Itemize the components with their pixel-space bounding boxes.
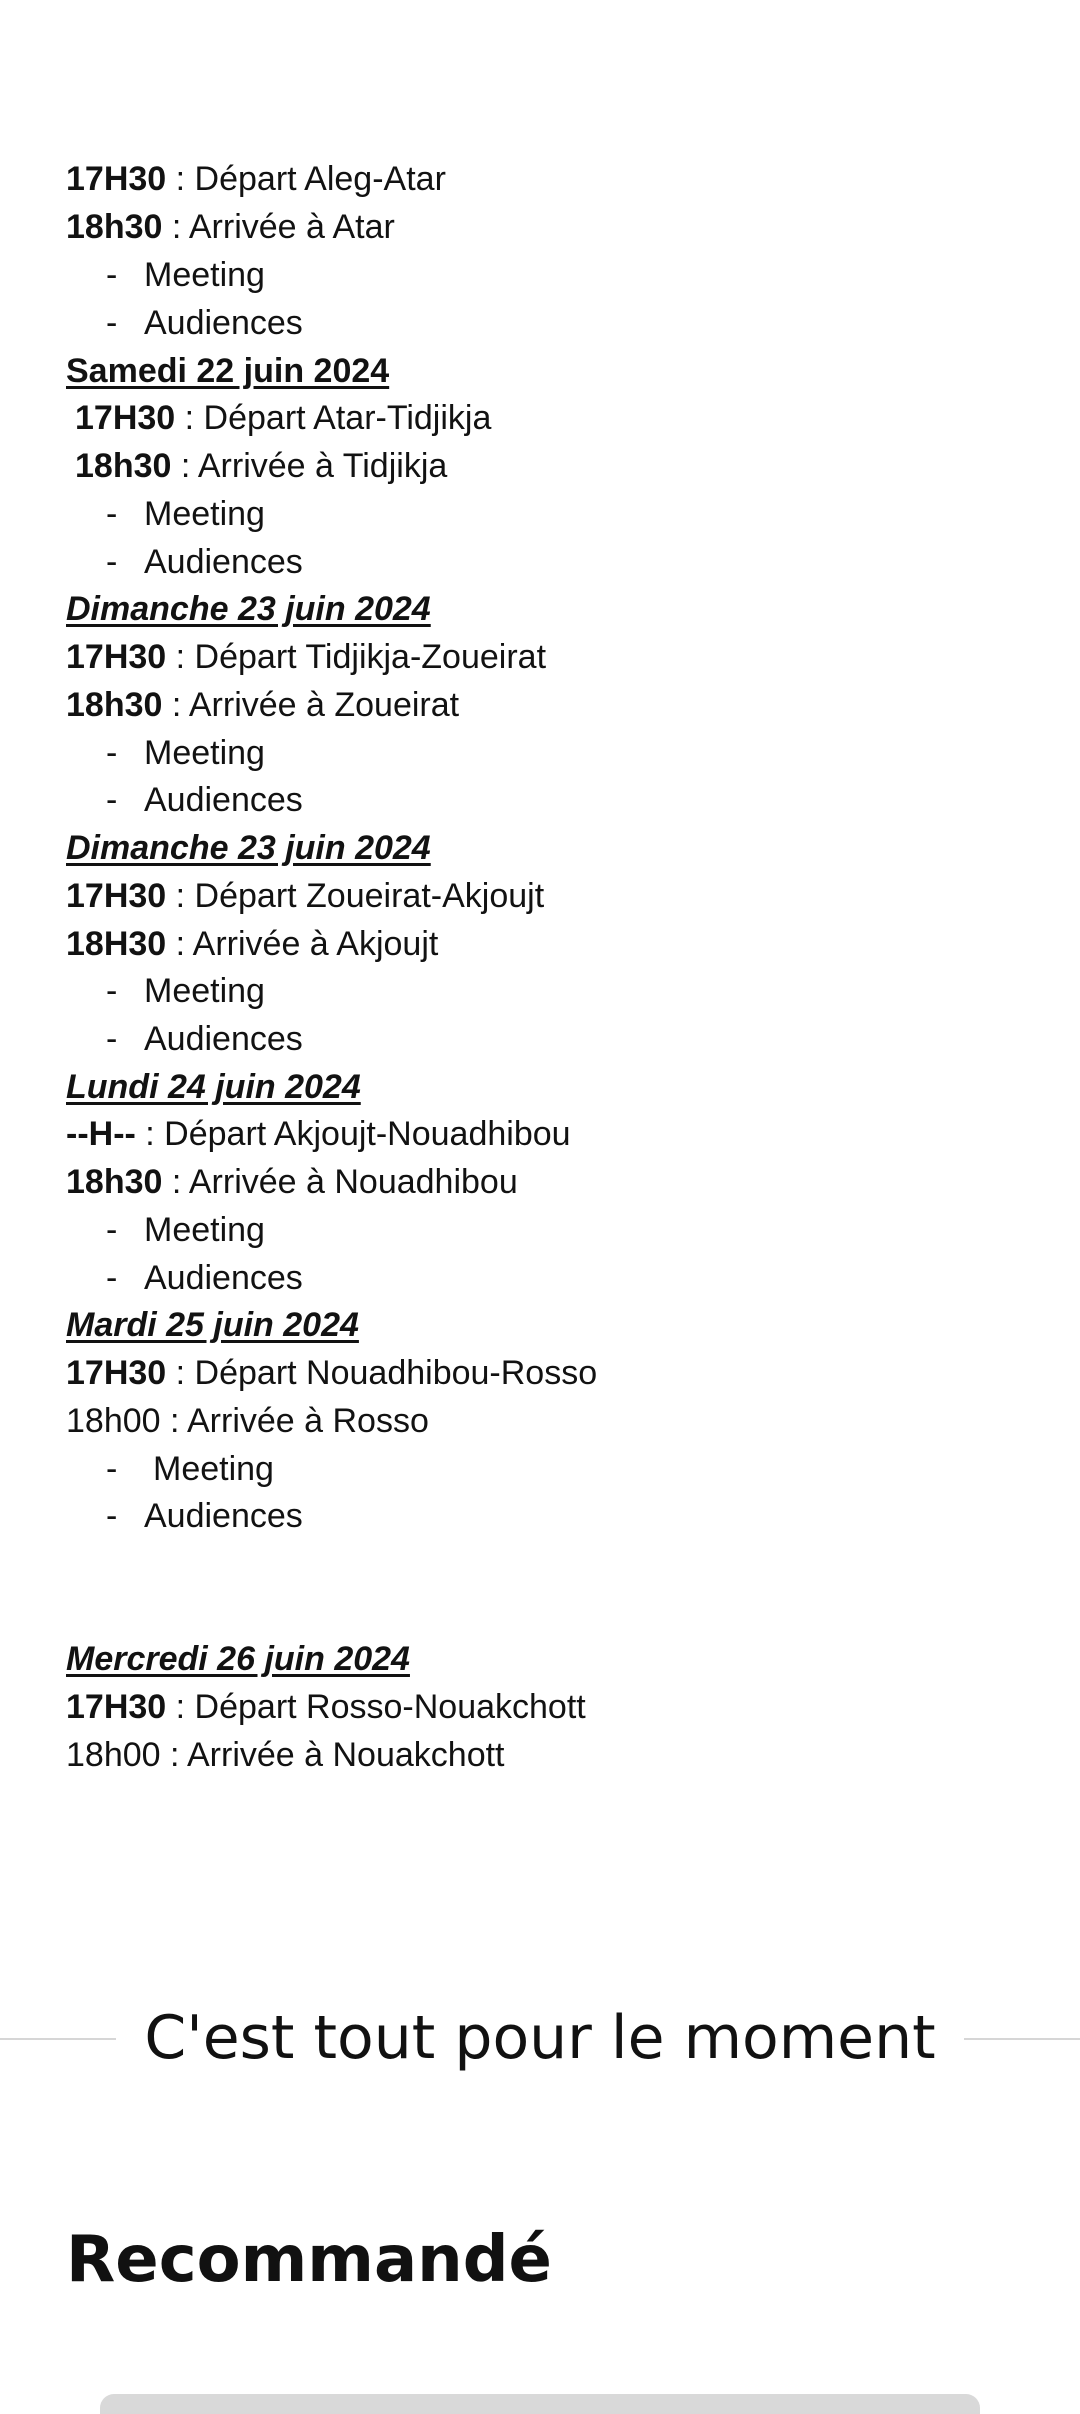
schedule-line: [66, 155, 446, 203]
schedule-line: [75, 394, 491, 442]
bullet-dash: -: [106, 256, 118, 294]
schedule-time: 17H30: [66, 1688, 167, 1726]
schedule-time: 17H30: [66, 1354, 167, 1392]
bullet-text: Meeting: [144, 495, 265, 533]
schedule-line: [75, 442, 447, 490]
bullet-dash: -: [106, 1020, 118, 1058]
schedule-time: 17H30: [75, 399, 176, 437]
bullet-dash: -: [106, 1211, 118, 1249]
schedule-date: Dimanche 23 juin 2024: [66, 590, 431, 628]
schedule-text: : Départ Nouadhibou-Rosso: [166, 1354, 598, 1392]
bullet-text: Audiences: [144, 781, 303, 819]
schedule-line: [66, 1731, 505, 1779]
schedule-line: [66, 1397, 429, 1445]
schedule-text: : Arrivée à Akjoujt: [166, 925, 439, 963]
schedule-time: 18h30: [66, 1163, 163, 1201]
schedule-text: : Arrivée à Nouadhibou: [162, 1163, 518, 1201]
schedule-line: [66, 1158, 518, 1206]
end-of-feed-section: [0, 1972, 1080, 2112]
schedule-time: 18H30: [66, 925, 167, 963]
schedule-date: Dimanche 23 juin 2024: [66, 829, 431, 867]
bullet-text: Meeting: [144, 972, 265, 1010]
schedule-text: : Départ Aleg-Atar: [166, 160, 446, 198]
schedule-line: [66, 920, 438, 968]
bullet-dash: -: [106, 972, 118, 1010]
bullet-text: Meeting: [153, 1450, 274, 1488]
bullet-dash: -: [106, 1259, 118, 1297]
schedule-text: : Départ Atar-Tidjikja: [175, 399, 492, 437]
recommended-heading: Recommandé: [66, 2223, 552, 2297]
schedule-text: 18h00 : Arrivée à Rosso: [66, 1402, 429, 1440]
bullet-text: Audiences: [144, 1259, 303, 1297]
bullet-text: Audiences: [144, 1020, 303, 1058]
schedule-date: Samedi 22 juin 2024: [66, 352, 390, 390]
schedule-line: [66, 872, 544, 920]
bullet-text: Audiences: [144, 543, 303, 581]
bullet-text: Meeting: [144, 1211, 265, 1249]
schedule-date: Mardi 25 juin 2024: [66, 1306, 359, 1344]
bullet-dash: -: [106, 304, 118, 342]
bullet-dash: -: [106, 1450, 118, 1488]
schedule-time: 17H30: [66, 160, 167, 198]
end-message: C'est tout pour le moment: [0, 2000, 1080, 2076]
bullet-dash: -: [106, 543, 118, 581]
schedule-line: [66, 681, 459, 729]
schedule-text: 18h00 : Arrivée à Nouakchott: [66, 1736, 505, 1774]
schedule-text: : Départ Zoueirat-Akjoujt: [166, 877, 545, 915]
schedule-date: Lundi 24 juin 2024: [66, 1068, 361, 1106]
schedule-date: Mercredi 26 juin 2024: [66, 1640, 410, 1678]
bullet-dash: -: [106, 734, 118, 772]
schedule-line: [66, 633, 546, 681]
schedule-text: : Départ Akjoujt-Nouadhibou: [135, 1115, 571, 1153]
schedule-time: 18h30: [66, 686, 163, 724]
schedule-text: : Départ Tidjikja-Zoueirat: [166, 638, 547, 676]
bullet-text: Meeting: [144, 256, 265, 294]
bullet-text: Meeting: [144, 734, 265, 772]
recommended-card-preview[interactable]: [100, 2394, 980, 2414]
schedule-time: 18h30: [75, 447, 172, 485]
schedule-text: : Arrivée à Zoueirat: [162, 686, 460, 724]
schedule-time: 17H30: [66, 877, 167, 915]
schedule-line: [66, 203, 395, 251]
schedule-text: : Départ Rosso-Nouakchott: [166, 1688, 586, 1726]
bullet-dash: -: [106, 781, 118, 819]
schedule-text: : Arrivée à Atar: [162, 208, 395, 246]
bullet-text: Audiences: [144, 1497, 303, 1535]
schedule-text: : Arrivée à Tidjikja: [171, 447, 448, 485]
schedule-line: [66, 1110, 571, 1158]
schedule-line: [66, 1349, 597, 1397]
schedule-time: --H--: [66, 1115, 136, 1153]
schedule-time: 18h30: [66, 208, 163, 246]
bullet-dash: -: [106, 495, 118, 533]
schedule-line: [66, 1683, 586, 1731]
bullet-text: Audiences: [144, 304, 303, 342]
schedule-time: 17H30: [66, 638, 167, 676]
bullet-dash: -: [106, 1497, 118, 1535]
